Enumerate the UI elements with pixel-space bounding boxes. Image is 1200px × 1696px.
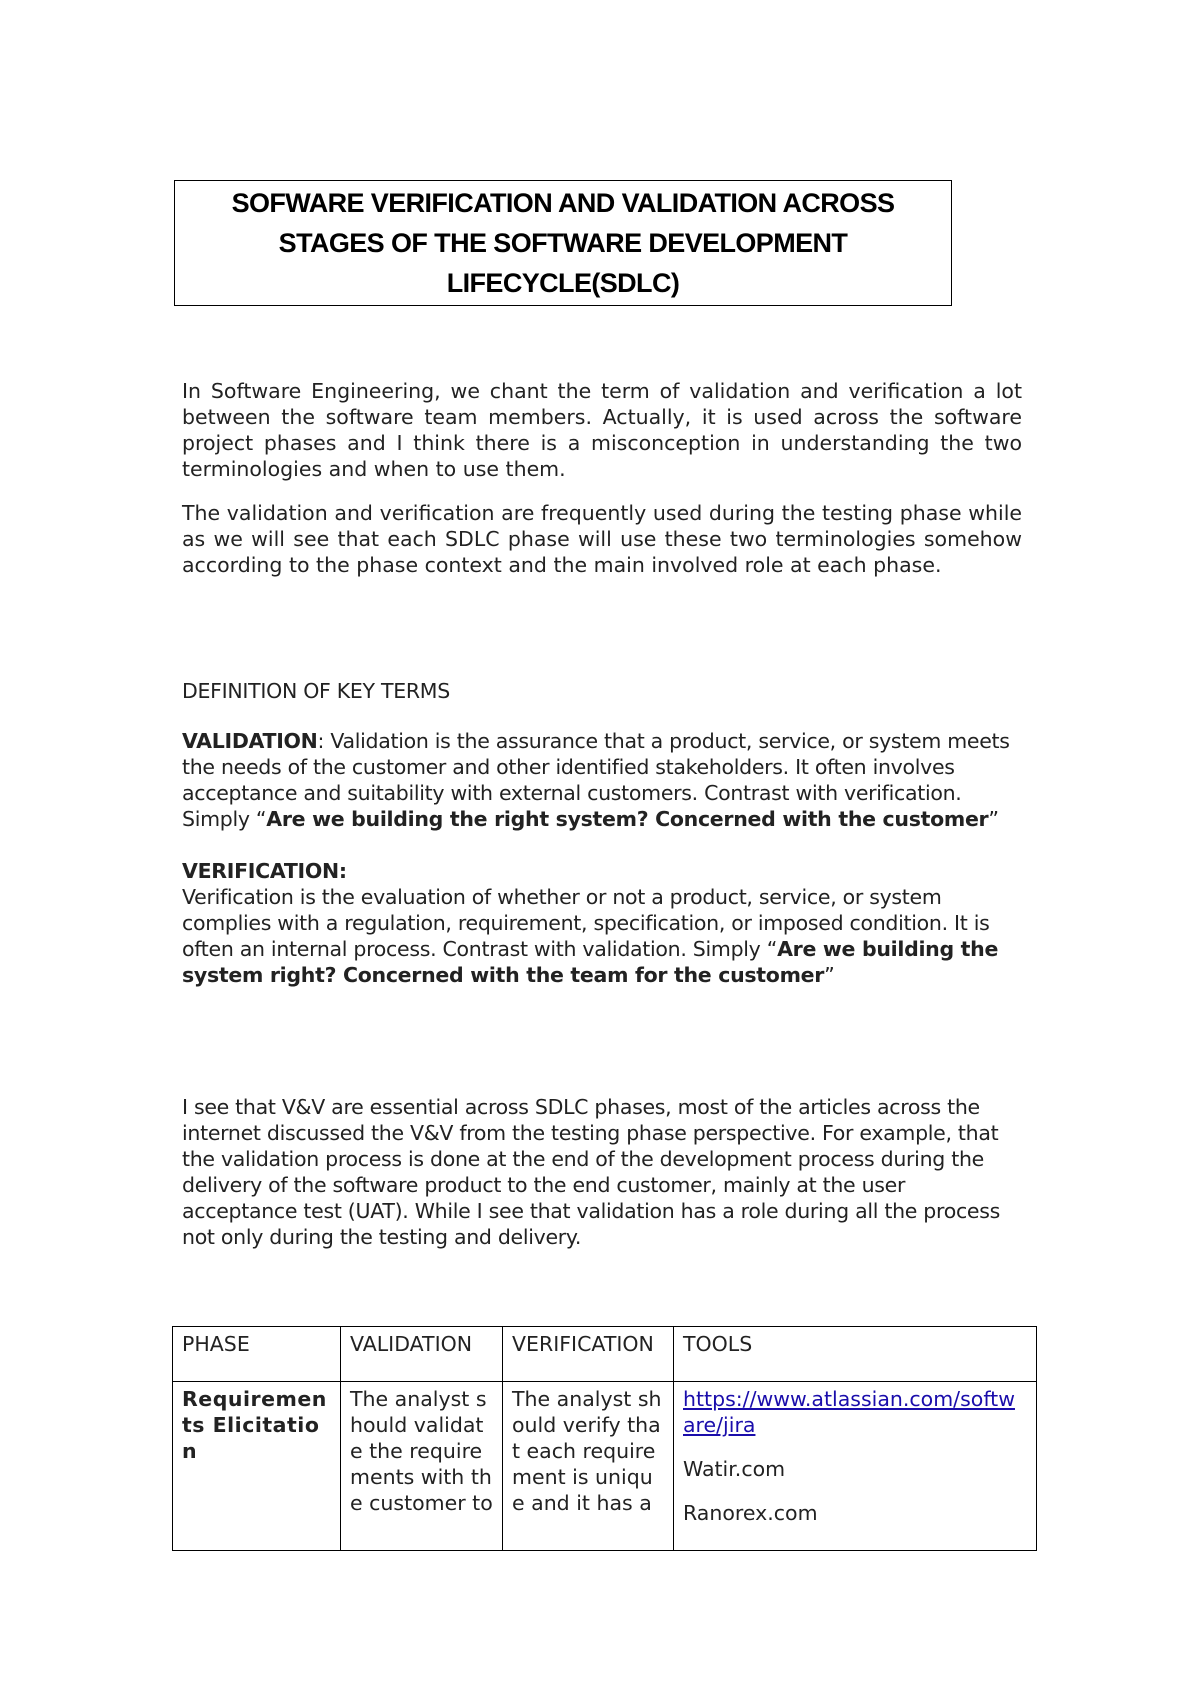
intro-section [182, 378, 1022, 578]
jira-link[interactable]: https://www.atlassian.com/software/jira [683, 1387, 1015, 1437]
header-phase: PHASE [173, 1327, 341, 1382]
title-line-3: LIFECYCLE(SDLC) [446, 268, 680, 298]
verification-quote-close: ” [824, 963, 835, 987]
header-tools: TOOLS [674, 1327, 1037, 1382]
phase-table [172, 1326, 1037, 1551]
cell-phase: Requirements Elicitation [173, 1382, 341, 1551]
cell-verification: The analyst should verify that each requirement is unique and it has a [503, 1382, 674, 1551]
title-line-2: STAGES OF THE SOFTWARE DEVELOPMENT [278, 228, 848, 258]
closing-section [182, 1094, 1022, 1250]
closing-paragraph: I see that V&V are essential across SDLC phases, most of the articles across the internet discussed the V&V from the testing phase perspective. For example, that the validation process is done at the end of the development process during the delivery of the software product to the end customer, mainly at the user acceptance test (UAT). While I see that validation has a role during all the process not only during the testing and delivery. [182, 1095, 1000, 1249]
header-validation: VALIDATION [341, 1327, 503, 1382]
verification-text: Verification is the evaluation of whether or not a product, service, or system complies with a regulation, requirement, specification, or imposed condition. It is often an internal process. Contrast with validation. Simply “ [182, 885, 990, 961]
intro-paragraph-2: The validation and verification are frequently used during the testing phase while as we will see that each SDLC phase will use these two terminologies somehow according to the phase context and the main involved role at each phase. [182, 501, 1022, 577]
table-row [173, 1382, 1037, 1551]
verification-term: VERIFICATION: [182, 859, 347, 883]
validation-definition [182, 728, 1022, 832]
intro-paragraph-1: In Software Engineering, we chant the term of validation and verification a lot between the software team members. Actually, it is used across the software project phases and I think there is a misconception in understanding the two terminologies and when to use them. [182, 379, 1022, 481]
title-box [174, 180, 952, 306]
validation-text: : Validation is the assurance that a product, service, or system meets the needs of the customer and other identified stakeholders. It often involves acceptance and suitability with external customers. Contrast with verification. Simply “ [182, 729, 1010, 831]
definitions-heading: DEFINITION OF KEY TERMS [182, 679, 450, 703]
table-header-row [173, 1327, 1037, 1382]
cell-validation: The analyst should validate the requirements with the customer to [341, 1382, 503, 1551]
validation-quote: Are we building the right system? Concerned with the customer [266, 807, 989, 831]
document-title [213, 183, 913, 303]
tool-watir: Watir.com [683, 1457, 786, 1481]
header-verification: VERIFICATION [503, 1327, 674, 1382]
title-line-1: SOFWARE VERIFICATION AND VALIDATION ACROSS [231, 188, 895, 218]
validation-term: VALIDATION [182, 729, 318, 753]
tool-ranorex: Ranorex.com [683, 1501, 818, 1525]
verification-definition [182, 858, 1022, 988]
cell-tools [674, 1382, 1037, 1551]
verification-quote: Are we building the system right? Concerned with the team for the customer [182, 937, 999, 987]
validation-quote-close: ” [988, 807, 999, 831]
definitions-section [182, 678, 1022, 988]
